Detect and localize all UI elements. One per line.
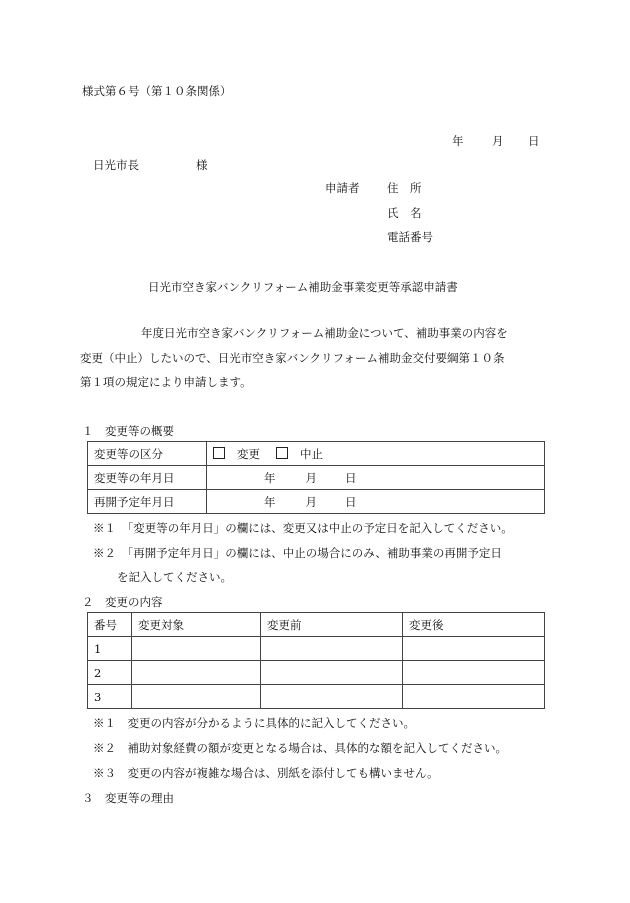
note: ※１ 「変更等の年月日」の欄には、変更又は中止の予定日を記入してください。 [93, 521, 513, 535]
table-row [88, 442, 545, 466]
day-label: 日 [345, 470, 357, 485]
changes-table [87, 612, 545, 709]
applicant-label: 申請者 [325, 181, 360, 195]
after-cell[interactable] [403, 637, 545, 661]
date-day: 日 [528, 134, 540, 148]
col-target: 変更対象 [132, 613, 261, 637]
name-label: 氏 名 [387, 206, 422, 220]
month-label: 月 [305, 494, 317, 509]
col-number: 番号 [88, 613, 132, 637]
year-label: 年 [264, 470, 276, 485]
row-label: 再開予定年月日 [88, 490, 207, 514]
body-line: 変更（中止）したいので、日光市空き家バンクリフォーム補助金交付要綱第１０条 [80, 351, 505, 365]
table-row [88, 466, 545, 490]
before-cell[interactable] [261, 661, 403, 685]
body-line: 第１項の規定により申請します。 [80, 375, 252, 389]
address-label: 住 所 [387, 181, 422, 195]
day-label: 日 [345, 494, 357, 509]
phone-label: 電話番号 [387, 230, 433, 244]
table-row [88, 685, 545, 709]
option-change: 変更 [237, 446, 260, 461]
target-cell[interactable] [132, 637, 261, 661]
row-number: 2 [88, 661, 132, 685]
addressee-honorific: 様 [196, 158, 208, 172]
target-cell[interactable] [132, 661, 261, 685]
row-number: 3 [88, 685, 132, 709]
body-line: 年度日光市空き家バンクリフォーム補助金について、補助事業の内容を [141, 326, 508, 340]
target-cell[interactable] [132, 685, 261, 709]
after-cell[interactable] [403, 685, 545, 709]
resume-date-cell[interactable] [207, 490, 545, 514]
row-label: 変更等の区分 [88, 442, 207, 466]
addressee-name: 日光市長 [93, 158, 139, 172]
col-after: 変更後 [403, 613, 545, 637]
table-header-row [88, 613, 545, 637]
change-date-cell[interactable] [207, 466, 545, 490]
date-month: 月 [492, 134, 504, 148]
note: ※３ 変更の内容が複雑な場合は、別紙を添付しても構いません。 [93, 766, 439, 780]
year-label: 年 [264, 494, 276, 509]
option-cancel: 中止 [300, 446, 323, 461]
table-row [88, 637, 545, 661]
col-before: 変更前 [261, 613, 403, 637]
checkbox-cancel[interactable] [276, 447, 288, 459]
date-year: 年 [452, 134, 464, 148]
form-id: 様式第６号（第１０条関係） [82, 84, 232, 98]
category-cell [207, 442, 545, 466]
document-title: 日光市空き家バンクリフォーム補助金事業変更等承認申請書 [148, 280, 458, 294]
before-cell[interactable] [261, 637, 403, 661]
row-number: 1 [88, 637, 132, 661]
before-cell[interactable] [261, 685, 403, 709]
section1-heading: １ 変更等の概要 [82, 424, 174, 438]
month-label: 月 [305, 470, 317, 485]
overview-table [87, 441, 545, 514]
note: ※１ 変更の内容が分かるように具体的に記入してください。 [93, 716, 415, 730]
table-row [88, 490, 545, 514]
note: を記入してください。 [117, 570, 232, 584]
after-cell[interactable] [403, 661, 545, 685]
section3-heading: ３ 変更等の理由 [82, 791, 174, 805]
note: ※２ 補助対象経費の額が変更となる場合は、具体的な額を記入してください。 [93, 741, 507, 755]
table-row [88, 661, 545, 685]
row-label: 変更等の年月日 [88, 466, 207, 490]
section2-heading: ２ 変更の内容 [82, 595, 163, 609]
note: ※２ 「再開予定年月日」の欄には、中止の場合にのみ、補助事業の再開予定日 [93, 546, 502, 560]
checkbox-change[interactable] [213, 447, 225, 459]
